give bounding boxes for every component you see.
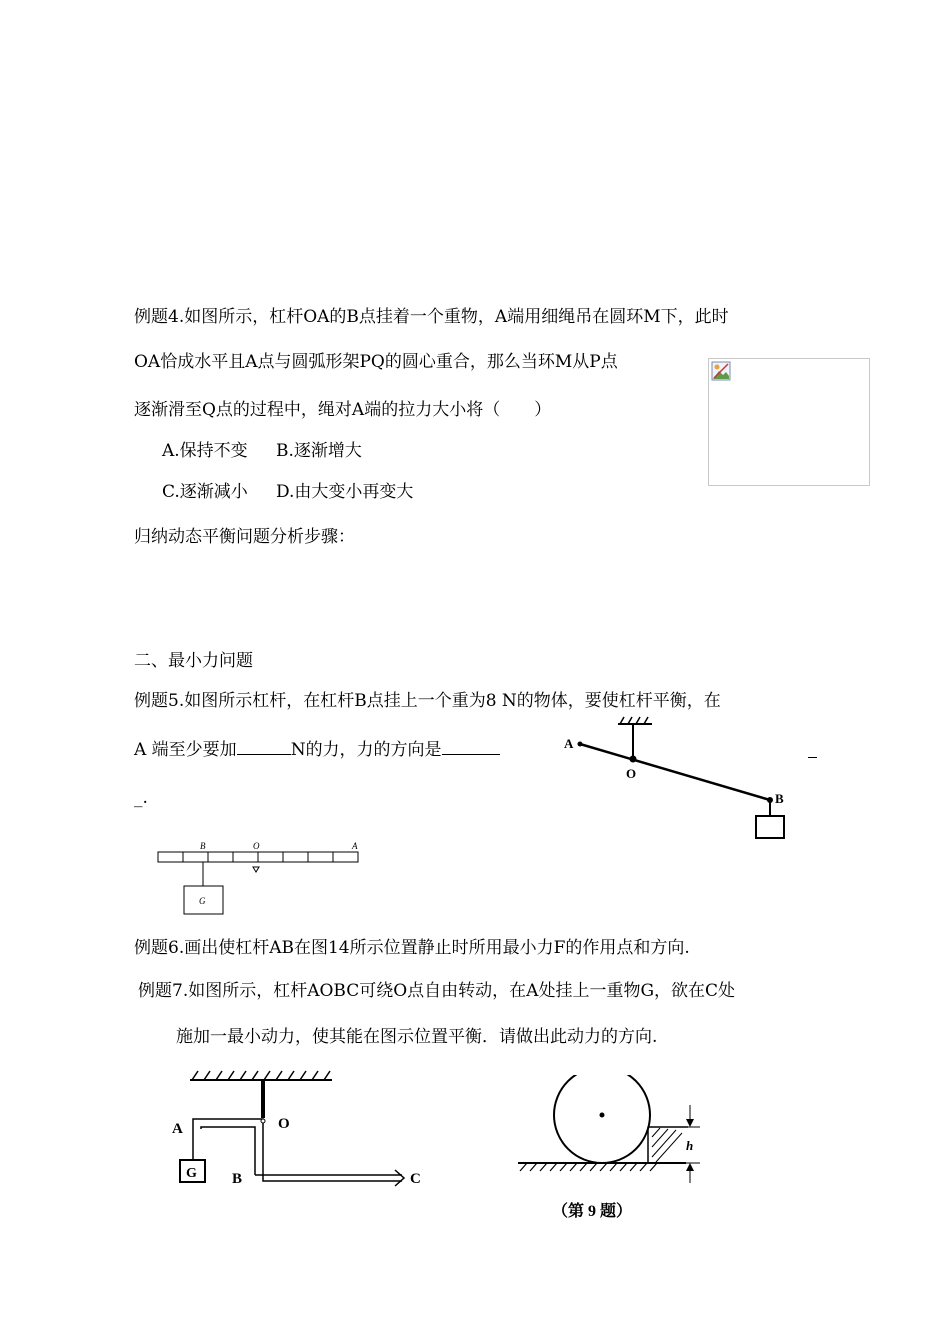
ex5-ceiling-hatch (620, 717, 648, 724)
ex7-label-g: G (186, 1166, 197, 1181)
ex9-dim-arrowhead-top (686, 1119, 694, 1127)
ex9-wheel-figure (510, 1075, 720, 1225)
ex5-point-a (578, 742, 583, 747)
ex5-line2-text-b: N的力，力的方向是 (290, 740, 442, 760)
ex4-option-a: A.保持不变 (162, 441, 248, 461)
ex9-wheel (554, 1075, 650, 1163)
ex6-label-b: B (200, 841, 206, 851)
ex5-answer-blank-2[interactable] (442, 740, 500, 755)
ex5-label-b: B (775, 791, 784, 806)
ex9-wheel-center (600, 1113, 605, 1118)
section-heading: 二、最小力问题 (134, 651, 253, 671)
ex6-label-o: O (253, 841, 260, 851)
ex7-label-c: C (410, 1171, 421, 1187)
ex5-line2-text-a: A 端至少要加 (134, 740, 237, 760)
ex6-fulcrum (253, 867, 259, 872)
ex7-ceiling-hatch (192, 1071, 330, 1080)
ex4-line1: 例题4.如图所示，杠杆OA的B点挂着一个重物，A端用细绳吊在圆环M下，此时 (134, 307, 729, 327)
ex5-lever-bar (580, 744, 770, 800)
ex9-caption: （第 9 题） (552, 1203, 633, 1220)
ex5-line1: 例题5.如图所示杠杆，在杠杆B点挂上一个重为8 N的物体，要使杠杆平衡，在 (134, 691, 721, 711)
ex7-lever-outline (193, 1119, 402, 1181)
ex5-label-o: O (626, 766, 637, 781)
ex5-label-a: A (564, 736, 574, 751)
ex7-pivot-o (261, 1119, 265, 1123)
ex6-lever-divisions (183, 852, 333, 862)
ex7-label-o: O (278, 1116, 290, 1132)
ex4-option-c: C.逐渐减小 (162, 482, 248, 502)
ex5-answer-blank-1[interactable] (237, 740, 291, 755)
ex6-lever-figure (150, 838, 370, 920)
broken-image-icon (711, 361, 731, 381)
ex6-label-a: A (352, 841, 358, 851)
ex5-pivot-o (630, 756, 637, 763)
ex7-arrowhead (395, 1170, 404, 1186)
ex4-option-b: B.逐渐增大 (276, 441, 362, 461)
ex9-ground-hatch (520, 1163, 657, 1171)
ex7-line1: 例题7.如图所示，杠杆AOBC可绕O点自由转动，在A处挂上一重物G，欲在C处 (138, 981, 736, 1001)
ex5-line2 (134, 740, 500, 760)
ex4-figure-placeholder (708, 358, 870, 486)
ex6-text: 例题6.画出使杠杆AB在图14所示位置静止时所用最小力F的作用点和方向. (134, 938, 690, 958)
ex5-underscore-mark (808, 757, 817, 758)
ex6-label-g: G (199, 896, 206, 906)
ex5-lever-figure (560, 712, 800, 847)
ex4-line2: OA恰成水平且A点与圆弧形架PQ的圆心重合，那么当环M从P点 (134, 352, 618, 372)
ex9-label-h: h (686, 1138, 694, 1153)
ex7-lever-figure (160, 1065, 440, 1195)
ex5-weight-box (756, 816, 784, 838)
ex7-label-b: B (232, 1171, 243, 1187)
ex7-label-a: A (172, 1121, 183, 1137)
ex5-line3: _. (134, 788, 148, 808)
ex9-step-hatch (652, 1128, 682, 1162)
ex4-option-d: D.由大变小再变大 (276, 482, 414, 502)
summary-heading: 归纳动态平衡问题分析步骤： (134, 527, 355, 547)
ex7-line2: 施加一最小动力，使其能在图示位置平衡．请做出此动力的方向. (176, 1027, 658, 1047)
ex9-dim-arrowhead-bottom (686, 1163, 694, 1171)
ex4-line3: 逐渐滑至Q点的过程中，绳对A端的拉力大小将（ ） (134, 400, 552, 420)
